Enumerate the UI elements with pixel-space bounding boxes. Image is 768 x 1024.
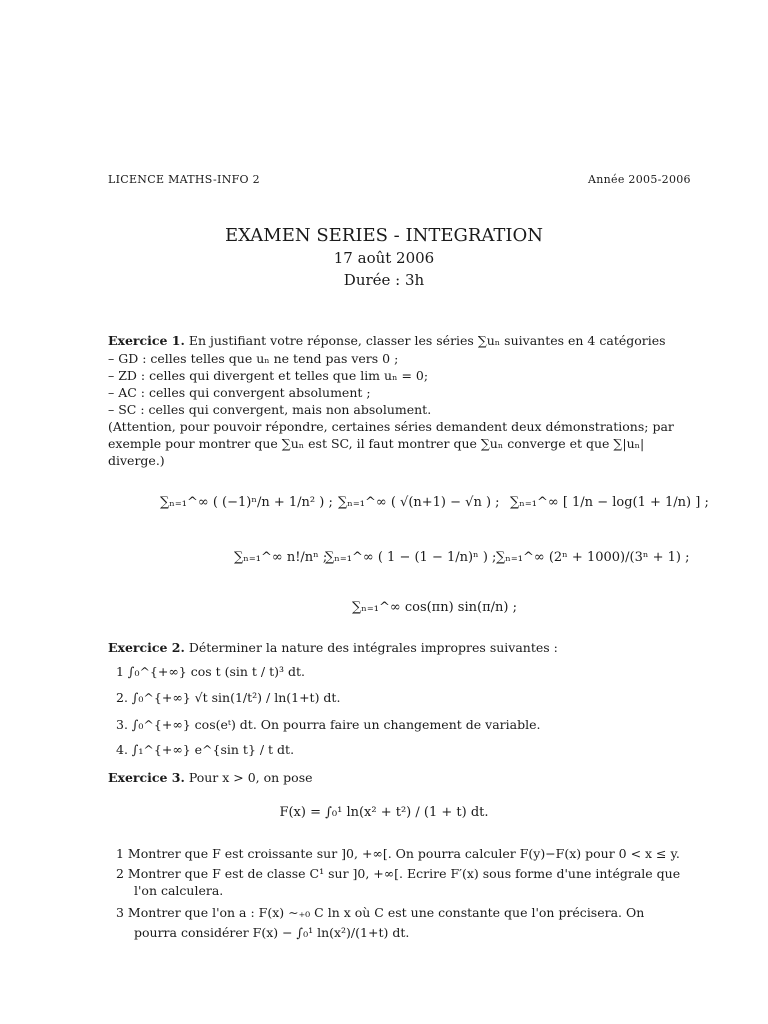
series-formula: ∑ₙ₌₁^∞ (2ⁿ + 1000)/(3ⁿ + 1) ;: [496, 550, 690, 565]
page-title: EXAMEN SERIES - INTEGRATION: [224, 225, 544, 246]
series-formula: ∑ₙ₌₁^∞ ( 1 − (1 − 1/n)ⁿ ) ;: [325, 550, 497, 565]
ex3-intro: Pour x > 0, on pose: [188, 770, 313, 785]
exam-date: 17 août 2006: [333, 249, 435, 267]
ex1-note-line: diverge.): [108, 453, 165, 468]
ex3-label: Exercice 3.: [108, 770, 185, 785]
ex3-formula: F(x) = ∫₀¹ ln(x² + t²) / (1 + t) dt.: [279, 805, 489, 820]
ex1-note-line: (Attention, pour pouvoir répondre, certaines séries demandent deux démonstrations; par: [108, 419, 674, 434]
ex1-category-sc: – SC : celles qui convergent, mais non absolument.: [108, 402, 432, 417]
ex3-item: 2 Montrer que F est de classe C¹ sur ]0, +∞[. Ecrire F′(x) sous forme d'une intégrale que: [116, 866, 681, 881]
ex3-item: 3 Montrer que l'on a : F(x) ∼₊₀ C ln x où C est une constante que l'on précisera. On: [116, 905, 645, 920]
ex1-note-line: exemple pour montrer que ∑uₙ est SC, il faut montrer que ∑uₙ converge et que ∑|uₙ|: [108, 436, 645, 451]
ex3-item-continued: l'on calculera.: [134, 883, 224, 898]
ex2-item: 4. ∫₁^{+∞} e^{sin t} / t dt.: [116, 742, 295, 757]
ex2-item: 1 ∫₀^{+∞} cos t (sin t / t)³ dt.: [116, 664, 305, 679]
series-formula: ∑ₙ₌₁^∞ n!/nⁿ ;: [234, 550, 328, 565]
ex2-item: 2. ∫₀^{+∞} √t sin(1/t²) / ln(1+t) dt.: [116, 690, 341, 705]
header-right: Année 2005-2006: [588, 173, 691, 186]
ex2-item: 3. ∫₀^{+∞} cos(eᵗ) dt. On pourra faire un changement de variable.: [116, 717, 541, 732]
ex1-intro-line: [108, 333, 666, 348]
ex1-intro: En justifiant votre réponse, classer les séries ∑uₙ suivantes en 4 catégories: [188, 333, 666, 348]
ex1-category-gd: – GD : celles telles que uₙ ne tend pas vers 0 ;: [108, 351, 399, 366]
ex3-intro-line: [108, 770, 313, 785]
ex3-item: 1 Montrer que F est croissante sur ]0, +∞[. On pourra calculer F(y)−F(x) pour 0 < x ≤ y.: [116, 846, 680, 861]
ex1-category-zd: – ZD : celles qui divergent et telles que lim uₙ = 0;: [108, 368, 429, 383]
series-formula: ∑ₙ₌₁^∞ cos(πn) sin(π/n) ;: [352, 600, 517, 615]
header-left: LICENCE MATHS-INFO 2: [108, 173, 260, 186]
series-formula: ∑ₙ₌₁^∞ ( (−1)ⁿ/n + 1/n² ) ;: [160, 495, 333, 510]
exam-duration: Durée : 3h: [343, 271, 425, 289]
ex3-item-continued: pourra considérer F(x) − ∫₀¹ ln(x²)/(1+t) dt.: [134, 925, 410, 940]
ex1-category-ac: – AC : celles qui convergent absolument ;: [108, 385, 371, 400]
series-formula: ∑ₙ₌₁^∞ [ 1/n − log(1 + 1/n) ] ;: [510, 495, 709, 510]
ex2-intro-line: [108, 640, 558, 655]
ex2-label: Exercice 2.: [108, 640, 185, 655]
ex2-intro: Déterminer la nature des intégrales impropres suivantes :: [188, 640, 558, 655]
ex1-label: Exercice 1.: [108, 333, 185, 348]
series-formula: ∑ₙ₌₁^∞ ( √(n+1) − √n ) ;: [338, 495, 500, 510]
